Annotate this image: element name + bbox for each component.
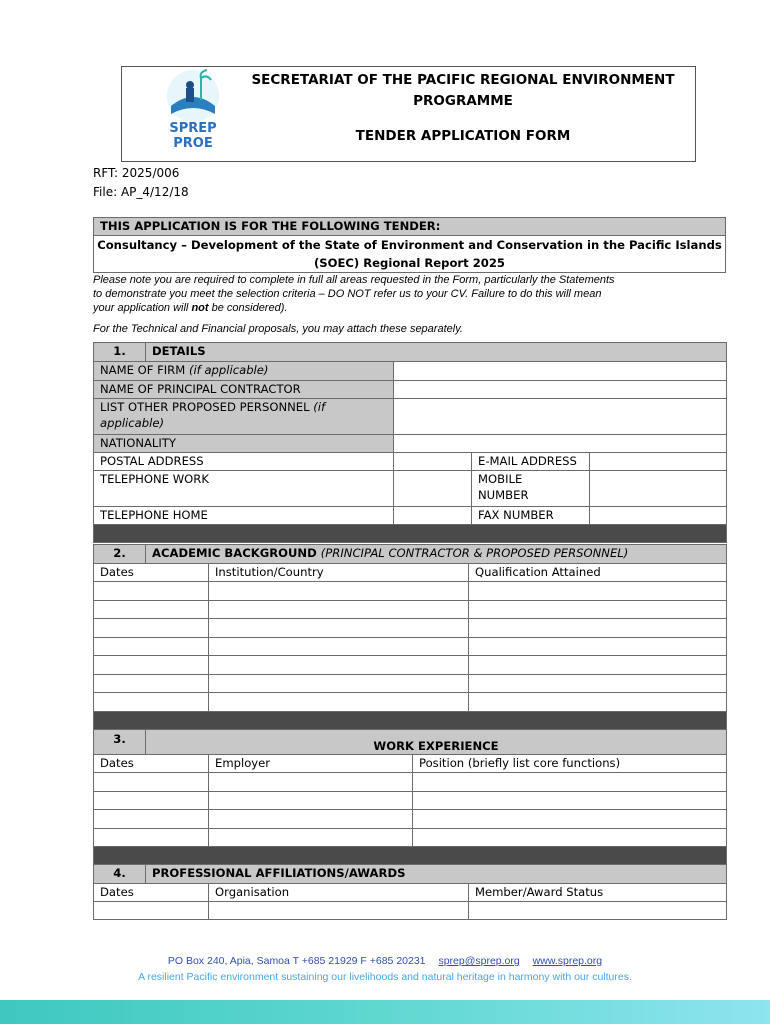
rft-reference: RFT: 2025/006 bbox=[93, 166, 180, 180]
institution-cell[interactable] bbox=[209, 656, 469, 675]
employer-cell[interactable] bbox=[209, 828, 413, 847]
dates-header: Dates bbox=[94, 884, 209, 902]
section-title: WORK EXPERIENCE bbox=[146, 730, 727, 755]
employer-cell[interactable] bbox=[209, 810, 413, 829]
institution-cell[interactable] bbox=[209, 619, 469, 638]
tender-table bbox=[93, 217, 726, 273]
section-number: 4. bbox=[94, 865, 146, 884]
fax-label: FAX NUMBER bbox=[472, 507, 590, 525]
personnel-label: LIST OTHER PROPOSED PERSONNEL (if applicable) bbox=[94, 399, 394, 435]
dates-header: Dates bbox=[94, 755, 209, 773]
tender-description: Consultancy – Development of the State of Environment and Conservation in the Pacific Islands (SOEC) Regional Report 2025 bbox=[94, 236, 726, 273]
dates-cell[interactable] bbox=[94, 582, 209, 601]
employer-cell[interactable] bbox=[209, 791, 413, 810]
mobile-label: MOBILE NUMBER bbox=[472, 471, 590, 507]
postal-label: POSTAL ADDRESS bbox=[94, 453, 394, 471]
qualification-cell[interactable] bbox=[469, 600, 727, 619]
file-reference: File: AP_4/12/18 bbox=[93, 185, 189, 199]
email-field[interactable] bbox=[590, 453, 727, 471]
qualification-header: Qualification Attained bbox=[469, 564, 727, 582]
organisation-cell[interactable] bbox=[209, 902, 469, 920]
firm-label: NAME OF FIRM (if applicable) bbox=[94, 362, 394, 381]
sprep-logo bbox=[163, 68, 223, 152]
employer-cell[interactable] bbox=[209, 773, 413, 792]
dates-cell[interactable] bbox=[94, 656, 209, 675]
dates-cell[interactable] bbox=[94, 674, 209, 693]
status-cell[interactable] bbox=[469, 902, 727, 920]
email-link[interactable]: sprep@sprep.org bbox=[438, 955, 520, 967]
institution-cell[interactable] bbox=[209, 600, 469, 619]
section-divider bbox=[94, 525, 727, 543]
institution-cell[interactable] bbox=[209, 637, 469, 656]
position-cell[interactable] bbox=[413, 773, 727, 792]
institution-cell[interactable] bbox=[209, 693, 469, 712]
tel-home-field[interactable] bbox=[394, 507, 472, 525]
qualification-cell[interactable] bbox=[469, 674, 727, 693]
section-title: PROFESSIONAL AFFILIATIONS/AWARDS bbox=[146, 865, 727, 884]
personnel-field[interactable] bbox=[394, 399, 727, 435]
affiliations-table bbox=[93, 864, 727, 920]
footer-bar bbox=[0, 1000, 770, 1024]
nationality-label: NATIONALITY bbox=[94, 435, 394, 453]
tel-work-label: TELEPHONE WORK bbox=[94, 471, 394, 507]
mobile-field[interactable] bbox=[590, 471, 727, 507]
svg-text:PROE: PROE bbox=[173, 136, 213, 151]
dates-cell[interactable] bbox=[94, 600, 209, 619]
footer-tagline: A resilient Pacific environment sustaining our livelihoods and natural heritage in harmony with our cultures. bbox=[138, 971, 632, 983]
tender-heading: THIS APPLICATION IS FOR THE FOLLOWING TENDER: bbox=[94, 218, 726, 236]
status-header: Member/Award Status bbox=[469, 884, 727, 902]
dates-cell[interactable] bbox=[94, 773, 209, 792]
section-divider bbox=[94, 847, 727, 865]
tel-home-label: TELEPHONE HOME bbox=[94, 507, 394, 525]
section-title: ACADEMIC BACKGROUND (PRINCIPAL CONTRACTOR & PROPOSED PERSONNEL) bbox=[146, 545, 727, 564]
position-cell[interactable] bbox=[413, 828, 727, 847]
institution-cell[interactable] bbox=[209, 674, 469, 693]
dates-cell[interactable] bbox=[94, 619, 209, 638]
section-title: DETAILS bbox=[146, 343, 727, 362]
position-cell[interactable] bbox=[413, 810, 727, 829]
details-table bbox=[93, 342, 727, 543]
work-table bbox=[93, 729, 727, 865]
dates-header: Dates bbox=[94, 564, 209, 582]
section-number: 3. bbox=[94, 730, 146, 755]
form-title: TENDER APPLICATION FORM bbox=[355, 128, 571, 144]
dates-cell[interactable] bbox=[94, 791, 209, 810]
qualification-cell[interactable] bbox=[469, 582, 727, 601]
institution-header: Institution/Country bbox=[209, 564, 469, 582]
institution-cell[interactable] bbox=[209, 582, 469, 601]
dates-cell[interactable] bbox=[94, 810, 209, 829]
postal-field[interactable] bbox=[394, 453, 472, 471]
qualification-cell[interactable] bbox=[469, 637, 727, 656]
fax-field[interactable] bbox=[590, 507, 727, 525]
firm-field[interactable] bbox=[394, 362, 727, 381]
qualification-cell[interactable] bbox=[469, 619, 727, 638]
dates-cell[interactable] bbox=[94, 902, 209, 920]
website-link[interactable]: www.sprep.org bbox=[532, 955, 603, 967]
footer-contact: PO Box 240, Apia, Samoa T +685 21929 F +685 20231 sprep@sprep.org www.sprep.org bbox=[167, 955, 603, 967]
organisation-name: SECRETARIAT OF THE PACIFIC REGIONAL ENVIRONMENT PROGRAMME bbox=[251, 72, 675, 109]
dates-cell[interactable] bbox=[94, 828, 209, 847]
tel-work-field[interactable] bbox=[394, 471, 472, 507]
instruction-note: Please note you are required to complete in full all areas requested in the Form, particularly the Statements to demonstrate you meet the selection criteria – DO NOT refer us to your CV. Failure to do this will mean your application will not be considered). bbox=[93, 274, 615, 314]
nationality-field[interactable] bbox=[394, 435, 727, 453]
principal-label: NAME OF PRINCIPAL CONTRACTOR bbox=[94, 381, 394, 399]
position-cell[interactable] bbox=[413, 791, 727, 810]
email-label: E-MAIL ADDRESS bbox=[472, 453, 590, 471]
section-number: 2. bbox=[94, 545, 146, 564]
section-number: 1. bbox=[94, 343, 146, 362]
principal-field[interactable] bbox=[394, 381, 727, 399]
section-divider bbox=[94, 711, 727, 729]
position-header: Position (briefly list core functions) bbox=[413, 755, 727, 773]
dates-cell[interactable] bbox=[94, 637, 209, 656]
dates-cell[interactable] bbox=[94, 693, 209, 712]
svg-text:SPREP: SPREP bbox=[169, 121, 217, 136]
qualification-cell[interactable] bbox=[469, 693, 727, 712]
qualification-cell[interactable] bbox=[469, 656, 727, 675]
employer-header: Employer bbox=[209, 755, 413, 773]
proposal-note: For the Technical and Financial proposals, you may attach these separately. bbox=[93, 323, 463, 335]
academic-table bbox=[93, 544, 727, 730]
organisation-header: Organisation bbox=[209, 884, 469, 902]
